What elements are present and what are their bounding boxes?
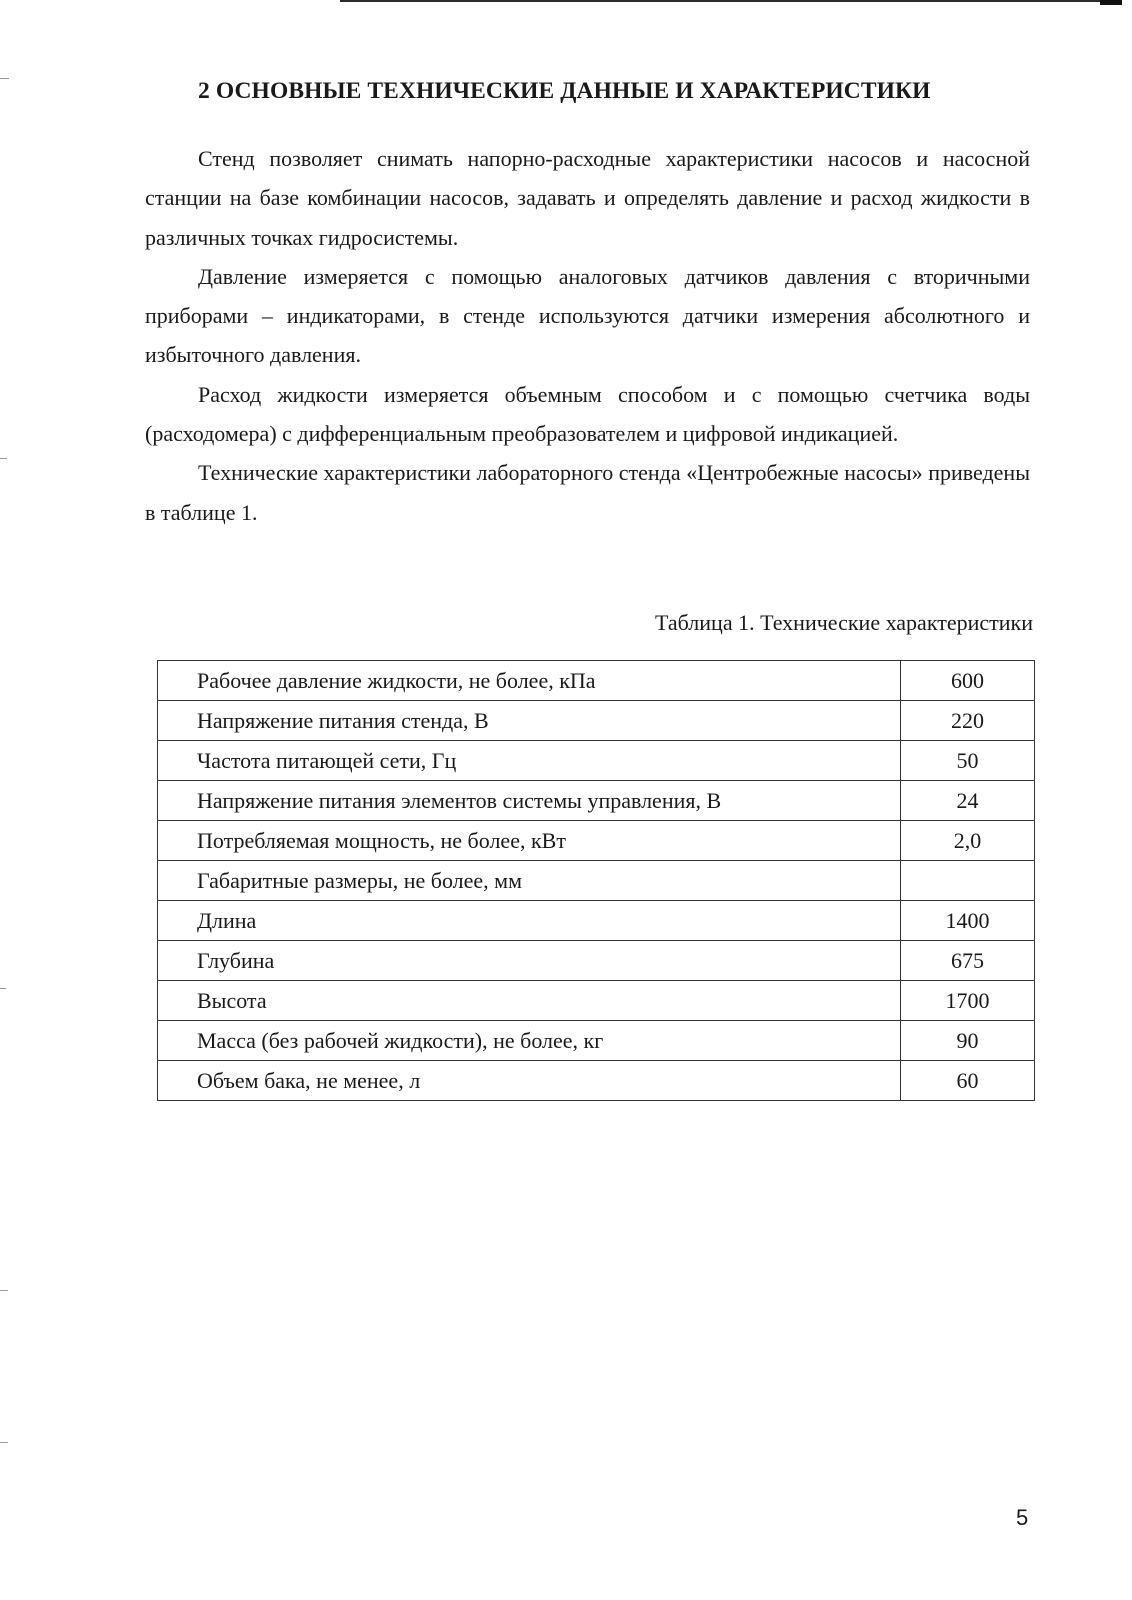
paragraph: Расход жидкости измеряется объемным способом и с помощью счетчика воды (расходомера) с дифференциальным преобразователем и цифровой индикацией. (145, 381, 1030, 447)
parameter-cell: Габаритные размеры, не более, мм (158, 861, 901, 901)
page-number: 5 (1016, 1505, 1029, 1530)
table-row (158, 661, 1035, 701)
top-border-line (340, 0, 1120, 2)
value-cell: 50 (901, 741, 1035, 781)
value-cell: 220 (901, 701, 1035, 741)
top-corner-mark (1100, 0, 1122, 5)
scan-edge-mark (0, 988, 6, 989)
specifications-table (157, 660, 1035, 1101)
table-row (158, 901, 1035, 941)
body-text (145, 139, 1030, 532)
value-cell: 90 (901, 1021, 1035, 1061)
parameter-cell: Напряжение питания стенда, В (158, 701, 901, 741)
parameter-cell: Длина (158, 901, 901, 941)
parameter-cell: Напряжение питания элементов системы управления, В (158, 781, 901, 821)
parameter-cell: Глубина (158, 941, 901, 981)
table-row (158, 781, 1035, 821)
parameter-cell: Высота (158, 981, 901, 1021)
parameter-cell: Рабочее давление жидкости, не более, кПа (158, 661, 901, 701)
scan-edge-mark (0, 78, 9, 79)
section-heading: 2 ОСНОВНЫЕ ТЕХНИЧЕСКИЕ ДАННЫЕ И ХАРАКТЕРИСТИКИ (198, 78, 931, 104)
value-cell: 60 (901, 1061, 1035, 1101)
value-cell: 2,0 (901, 821, 1035, 861)
value-cell: 1400 (901, 901, 1035, 941)
scan-edge-mark (0, 1290, 8, 1291)
table-row (158, 701, 1035, 741)
scan-edge-mark (0, 458, 7, 459)
paragraph: Давление измеряется с помощью аналоговых датчиков давления с вторичными приборами – индикаторами, в стенде используются датчики измерения абсолютного и избыточного давления. (145, 263, 1030, 368)
parameter-cell: Потребляемая мощность, не более, кВт (158, 821, 901, 861)
value-cell: 600 (901, 661, 1035, 701)
value-cell (901, 861, 1035, 901)
value-cell: 675 (901, 941, 1035, 981)
table-row (158, 861, 1035, 901)
table-row (158, 821, 1035, 861)
table-row (158, 741, 1035, 781)
table-row (158, 1061, 1035, 1101)
table-row (158, 941, 1035, 981)
paragraph: Стенд позволяет снимать напорно-расходные характеристики насосов и насосной станции на базе комбинации насосов, задавать и определять давление и расход жидкости в различных точках гидросистемы. (145, 146, 1030, 250)
table-row (158, 1021, 1035, 1061)
parameter-cell: Масса (без рабочей жидкости), не более, кг (158, 1021, 901, 1061)
table-caption: Таблица 1. Технические характеристики (655, 610, 1033, 635)
scan-edge-mark (0, 1442, 8, 1443)
value-cell: 1700 (901, 981, 1035, 1021)
parameter-cell: Объем бака, не менее, л (158, 1061, 901, 1101)
table-row (158, 981, 1035, 1021)
parameter-cell: Частота питающей сети, Гц (158, 741, 901, 781)
paragraph: Технические характеристики лабораторного стенда «Центробежные насосы» приведены в таблице 1. (145, 460, 1030, 525)
value-cell: 24 (901, 781, 1035, 821)
